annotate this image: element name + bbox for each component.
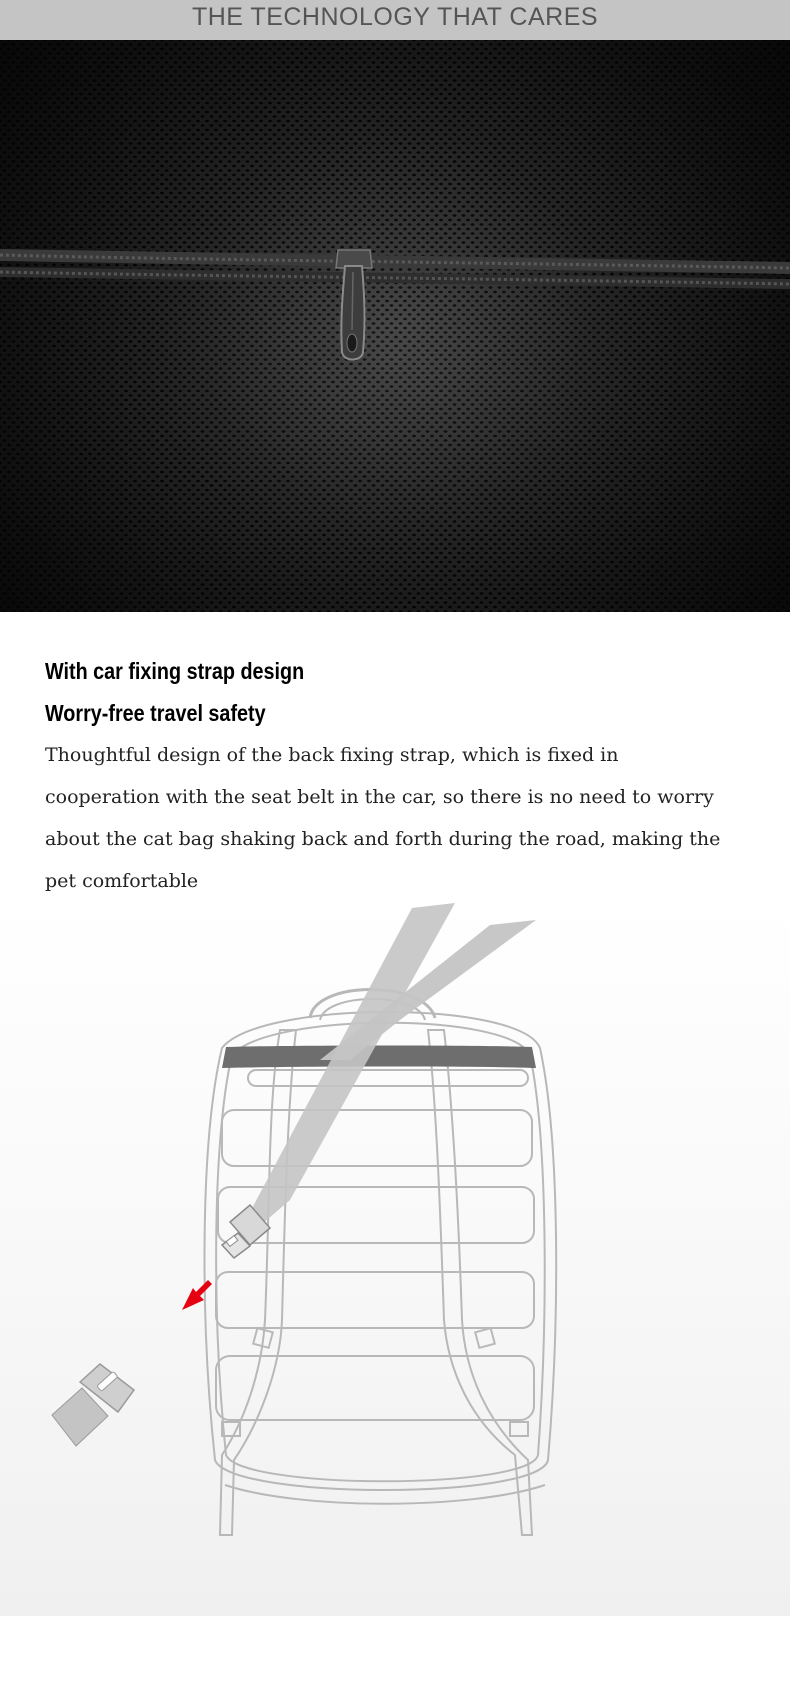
feature-heading-secondary: Worry-free travel safety	[45, 700, 266, 726]
zipper-pull-icon	[336, 250, 372, 360]
feature-text-block	[45, 650, 765, 902]
top-banner	[0, 0, 790, 40]
seatbelt-straps	[222, 903, 536, 1258]
feature-description: Thoughtful design of the back fixing strap, which is fixed in cooperation with the seat belt in the car, so there is no need to worry about the cat bag shaking back and forth during the road, making the pet comfortable	[45, 744, 721, 892]
red-arrow-icon	[182, 1280, 212, 1310]
backpack-outline	[205, 990, 557, 1536]
fixing-band	[222, 1046, 536, 1069]
zipper-track-top	[0, 255, 790, 268]
zipper-illustration	[0, 40, 790, 612]
seatbelt-buckle-icon	[52, 1364, 134, 1446]
banner-tagline: THE TECHNOLOGY THAT CARES	[191, 2, 599, 31]
zipper-track-bottom	[0, 272, 790, 284]
mesh-fabric-photo	[0, 40, 790, 612]
feature-heading-primary: With car fixing strap design	[45, 658, 305, 684]
backpack-seatbelt-diagram	[0, 900, 790, 1616]
backpack-illustration-area	[0, 900, 790, 1616]
